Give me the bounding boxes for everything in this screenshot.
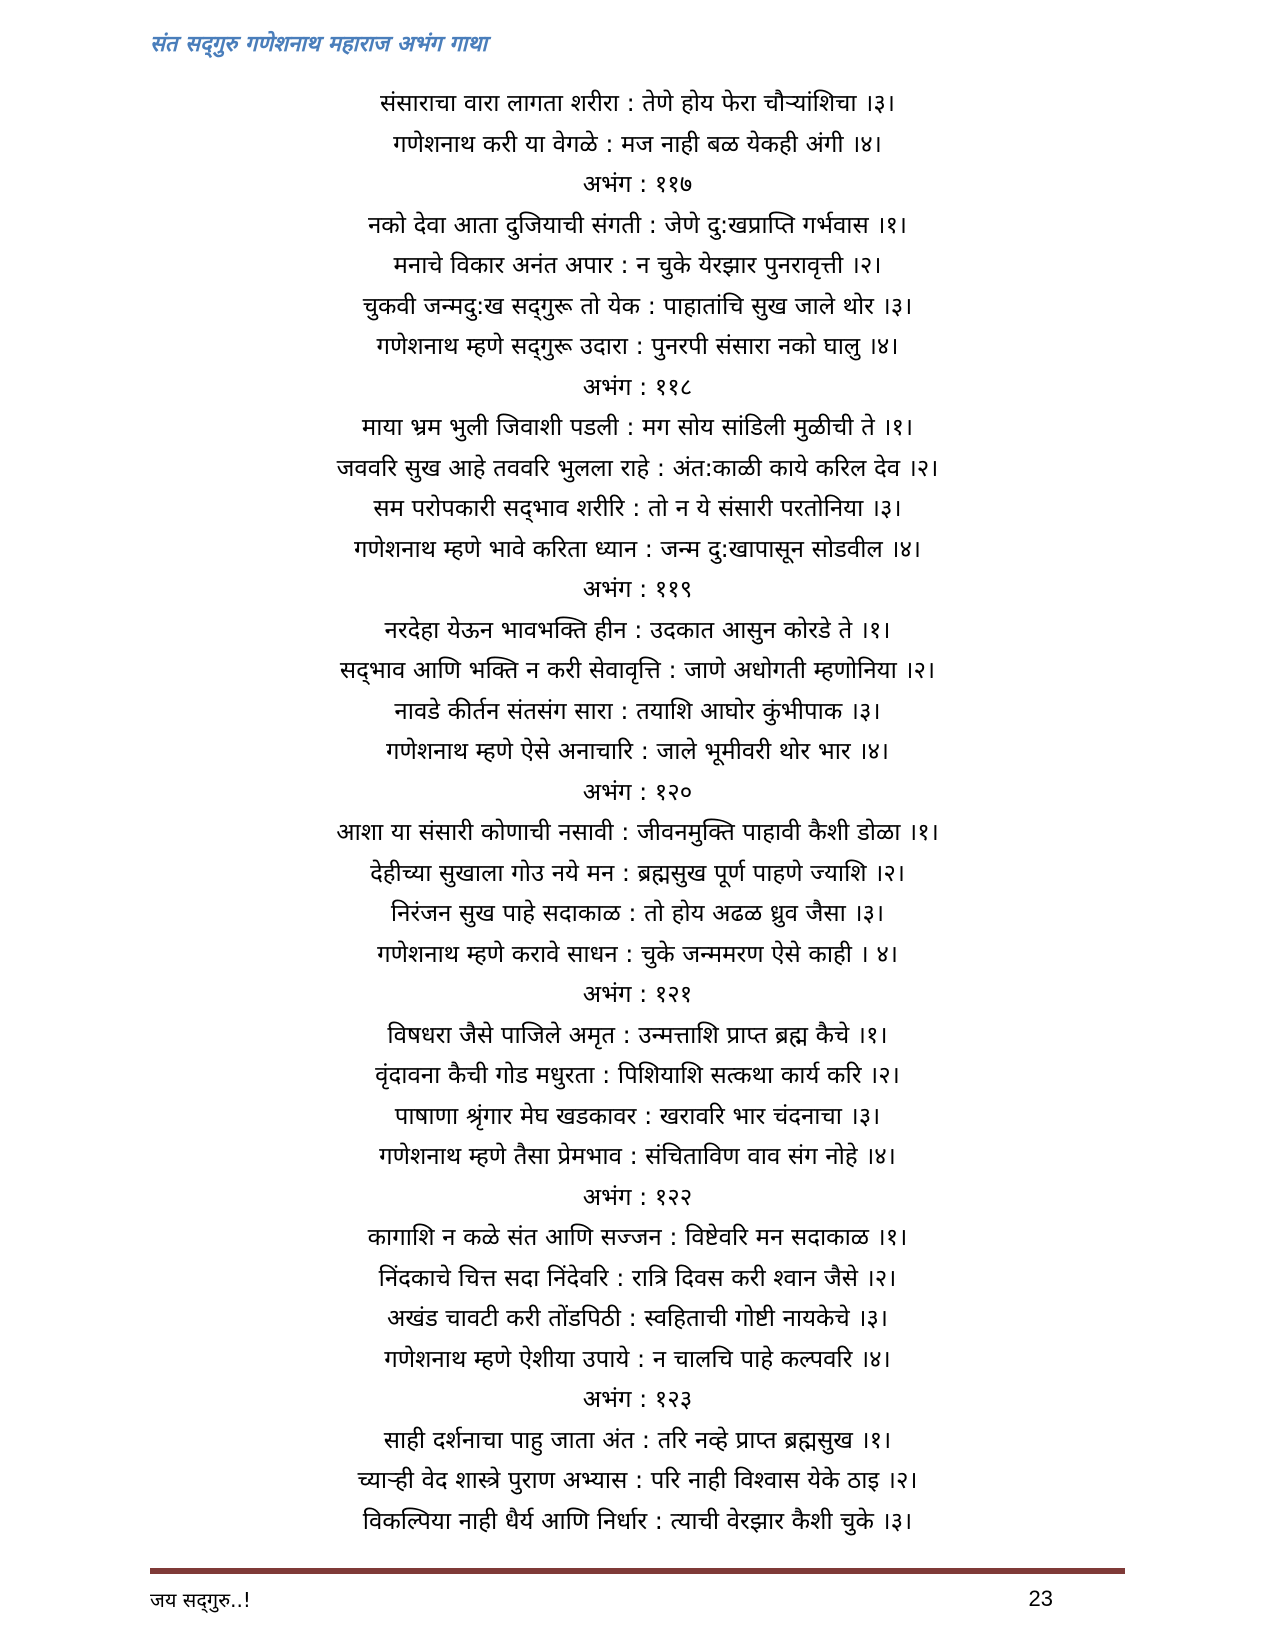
abhang-text-body xyxy=(150,83,1125,1541)
verse-line: देहीच्या सुखाला गोउ नये मन : ब्रह्मसुख पूर्ण पाहणे ज्याशि ।२। xyxy=(370,858,905,887)
verse-line: माया भ्रम भुली जिवाशी पडली : मग सोय सांडिली मुळीची ते ।१। xyxy=(361,413,914,441)
verse-line: गणेशनाथ म्हणे करावे साधन : चुके जन्ममरण ऐसे काही । ४। xyxy=(377,939,898,968)
verse-line: गणेशनाथ म्हणे ऐशीया उपाये : न चालचि पाहे कल्पवरि ।४। xyxy=(384,1344,891,1373)
verse-line: पाषाणा श्रृंगार मेघ खडकावर : खरावरि भार चंदनाचा ।३। xyxy=(394,1101,881,1130)
verse-line: च्याऱ्ही वेद शास्त्रे पुराण अभ्यास : परि नाही विश्वास येके ठाइ ।२। xyxy=(357,1466,918,1494)
abhang-heading: अभंग : १२२ xyxy=(582,1182,693,1211)
verse-line: कागाशि न कळे संत आणि सज्जन : विष्टेवरि मन सदाकाळ ।१। xyxy=(367,1223,908,1251)
abhang-heading: अभंग : ११७ xyxy=(582,170,693,198)
verse-line: साही दर्शनाचा पाहु जाता अंत : तरि नव्हे प्राप्त ब्रह्मसुख ।१। xyxy=(383,1425,892,1454)
footer-divider xyxy=(150,1568,1125,1574)
verse-line: विषधरा जैसे पाजिले अमृत : उन्मत्ताशि प्राप्त ब्रह्म कैचे ।१। xyxy=(387,1020,888,1049)
verse-line: नको देवा आता दुजियाची संगती : जेणे दु:खप्राप्ति गर्भवास ।१। xyxy=(367,210,908,239)
verse-line: गणेशनाथ म्हणे भावे करिता ध्यान : जन्म दु:खापासून सोडवील ।४। xyxy=(353,534,922,563)
abhang-heading: अभंग : १२० xyxy=(582,777,693,806)
verse-line: निंदकाचे चित्त सदा निंदेवरि : रात्रि दिवस करी श्वान जैसे ।२। xyxy=(378,1263,897,1292)
abhang-heading: अभंग : ११८ xyxy=(582,372,693,401)
verse-line: आशा या संसारी कोणाची नसावी : जीवनमुक्ति पाहावी कैशी डोळा ।१। xyxy=(336,818,939,846)
verse-line: विकल्पिया नाही धैर्य आणि निर्धार : त्याची वेरझार कैशी चुके ।३। xyxy=(362,1506,913,1535)
page-header-title: संत सद्‌गुरु गणेशनाथ महाराज अभंग गाथा xyxy=(150,32,488,57)
verse-line: चुकवी जन्मदु:ख सद्‌गुरू तो येक : पाहातांचि सुख जाले थोर ।३। xyxy=(362,291,913,320)
verse-line: जववरि सुख आहे तववरि भुलला राहे : अंत:काळी काये करिल देव ।२। xyxy=(336,453,939,482)
verse-line: गणेशनाथ म्हणे सद्‌गुरू उदारा : पुनरपी संसारा नको घालु ।४। xyxy=(376,332,899,360)
page-number: 23 xyxy=(1028,1586,1053,1611)
verse-line: संसाराचा वारा लागता शरीरा : तेणे होय फेरा चौऱ्यांशिचा ।३। xyxy=(380,89,895,117)
verse-line: अखंड चावटी करी तोंडपिठी : स्वहिताची गोष्टी नायकेचे ।३। xyxy=(387,1304,888,1332)
verse-line: निरंजन सुख पाहे सदाकाळ : तो होय अढळ ध्रुव जैसा ।३। xyxy=(390,899,885,927)
footer-salutation: जय सद्‌गुरु..! xyxy=(150,1588,251,1612)
verse-line: गणेशनाथ म्हणे तैसा प्रेमभाव : संचिताविण वाव संग नोहे ।४। xyxy=(379,1142,896,1170)
verse-line: गणेशनाथ करी या वेगळे : मज नाही बळ येकही अंगी ।४। xyxy=(393,129,882,158)
verse-line: सम परोपकारी सद्‌भाव शरीरि : तो न ये संसारी परतोनिया ।३। xyxy=(373,494,902,522)
abhang-heading: अभंग : ११९ xyxy=(582,575,693,603)
verse-line: सद्‌भाव आणि भक्ति न करी सेवावृत्ति : जाणे अधोगती म्हणोनिया ।२। xyxy=(339,656,936,684)
verse-line: नावडे कीर्तन संतसंग सारा : तयाशि आघोर कुंभीपाक ।३। xyxy=(394,696,881,725)
verse-line: वृंदावना कैची गोड मधुरता : पिशियाशि सत्कथा कार्य करि ।२। xyxy=(375,1061,900,1089)
abhang-heading: अभंग : १२३ xyxy=(582,1385,693,1413)
verse-line: मनाचे विकार अनंत अपार : न चुके येरझार पुनरावृत्ती ।२। xyxy=(393,251,882,279)
abhang-heading: अभंग : १२१ xyxy=(582,980,693,1008)
verse-line: नरदेहा येऊन भावभक्ति हीन : उदकात आसुन कोरडे ते ।१। xyxy=(384,615,891,644)
verse-line: गणेशनाथ म्हणे ऐसे अनाचारि : जाले भूमीवरी थोर भार ।४। xyxy=(385,737,890,765)
